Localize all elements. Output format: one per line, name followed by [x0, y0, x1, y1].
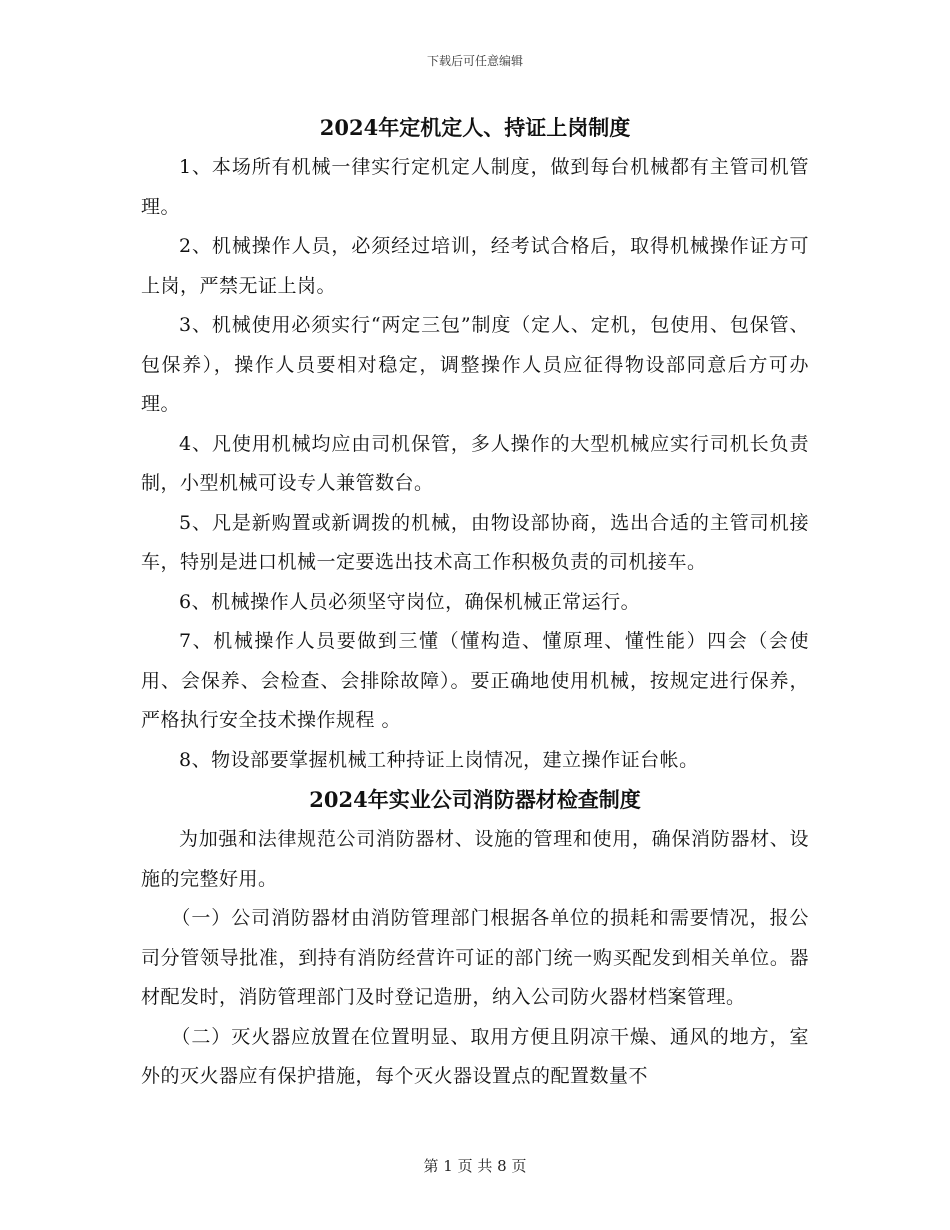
- section-1-item-3: 3、机械使用必须实行“两定三包”制度（定人、定机，包使用、包保管、包保养），操作人员要相对稳定，调整操作人员应征得物设部同意后方可办理。: [141, 314, 809, 415]
- page-header-note: 下载后可任意编辑: [426, 54, 523, 68]
- section-1-item-2: 2、机械操作人员，必须经过培训，经考试合格后，取得机械操作证方可上岗，严禁无证上岗。: [141, 235, 809, 297]
- section-2-item-1: （一）公司消防器材由消防管理部门根据各单位的损耗和需要情况，报公司分管领导批准，到持有消防经营许可证的部门统一购买配发到相关单位。器材配发时，消防管理部门及时登记造册，纳入公司防火器材档案管理。: [141, 907, 809, 1008]
- section-1-item-1: 1、本场所有机械一律实行定机定人制度，做到每台机械都有主管司机管理。: [141, 156, 809, 218]
- section-1-item-6: 6、机械操作人员必须坚守岗位，确保机械正常运行。: [179, 590, 641, 613]
- section-2-intro: 为加强和法律规范公司消防器材、设施的管理和使用，确保消防器材、设施的完整好用。: [141, 828, 809, 890]
- section-1-title: 2024年定机定人、持证上岗制度: [319, 115, 631, 140]
- section-2-title: 2024年实业公司消防器材检查制度: [309, 787, 641, 812]
- page-number: 第 1 页 共 8 页: [423, 1157, 527, 1175]
- document-body: [141, 112, 809, 1097]
- section-1-item-4: 4、凡使用机械均应由司机保管，多人操作的大型机械应实行司机长负责制，小型机械可设专人兼管数台。: [141, 432, 809, 494]
- section-1-item-5: 5、凡是新购置或新调拨的机械，由物设部协商，选出合适的主管司机接车，特别是进口机械一定要选出技术高工作积极负责的司机接车。: [141, 511, 809, 573]
- section-1-item-8: 8、物设部要掌握机械工种持证上岗情况，建立操作证台帐。: [179, 748, 699, 771]
- section-2-item-2: （二）灭火器应放置在位置明显、取用方便且阴凉干燥、通风的地方，室外的灭火器应有保护措施，每个灭火器设置点的配置数量不: [141, 1025, 809, 1087]
- section-1-item-7: 7、机械操作人员要做到三懂（懂构造、懂原理、懂性能）四会（会使用、会保养、会检查、会排除故障）。要正确地使用机械，按规定进行保养，严格执行安全技术操作规程 。: [141, 630, 809, 731]
